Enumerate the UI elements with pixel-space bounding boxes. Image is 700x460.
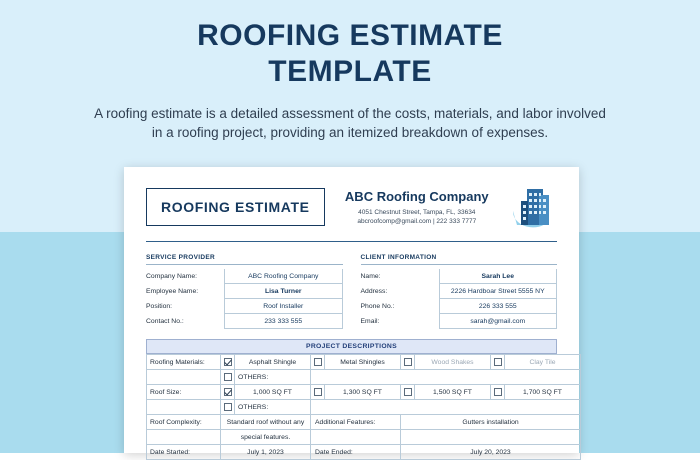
- checkbox-metal-shingles[interactable]: [314, 358, 322, 366]
- date-ended-value[interactable]: July 20, 2023: [401, 445, 581, 460]
- building-icon: [509, 185, 557, 229]
- option-label: 1,000 SQ FT: [235, 385, 311, 400]
- company-block: [325, 189, 509, 226]
- checkbox-1500-sqft[interactable]: [404, 388, 412, 396]
- service-provider-heading: SERVICE PROVIDER: [146, 254, 343, 265]
- checkbox-cell[interactable]: [221, 355, 235, 370]
- page-description-line1: A roofing estimate is a detailed assessment of the costs, materials, and labor involved: [94, 106, 606, 121]
- table-row: [147, 445, 581, 460]
- field-position: [146, 299, 343, 314]
- checkbox-materials-others[interactable]: [224, 373, 232, 381]
- field-value[interactable]: ABC Roofing Company: [224, 269, 343, 284]
- date-started-value[interactable]: July 1, 2023: [221, 445, 311, 460]
- checkbox-roofsize-others[interactable]: [224, 403, 232, 411]
- checkbox-cell[interactable]: [401, 385, 415, 400]
- row-label: Additional Features:: [311, 415, 401, 430]
- checkbox-cell[interactable]: [311, 385, 325, 400]
- page-title: [0, 18, 700, 90]
- checkbox-cell[interactable]: [311, 355, 325, 370]
- checkbox-1000-sqft[interactable]: [224, 388, 232, 396]
- checkbox-asphalt-shingle[interactable]: [224, 358, 232, 366]
- table-row: [147, 370, 581, 385]
- empty-cell: [311, 430, 401, 445]
- field-contact-no: [146, 314, 343, 329]
- field-client-address: [361, 284, 558, 299]
- table-row: [147, 430, 581, 445]
- field-label: Email:: [360, 318, 380, 325]
- option-label: Clay Tile: [505, 355, 581, 370]
- table-row: [147, 385, 581, 400]
- row-label: Roofing Materials:: [147, 355, 221, 370]
- table-row: [147, 355, 581, 370]
- additional-features-extra[interactable]: [401, 430, 581, 445]
- checkbox-1300-sqft[interactable]: [314, 388, 322, 396]
- service-provider-section: [146, 254, 343, 329]
- field-value[interactable]: 2226 Hardboar Street 5555 NY: [439, 284, 558, 299]
- checkbox-cell[interactable]: [491, 385, 505, 400]
- page-description-line2: in a roofing project, providing an itemized breakdown of expenses.: [151, 125, 549, 140]
- checkbox-cell[interactable]: [401, 355, 415, 370]
- hero-section: [0, 18, 700, 142]
- checkbox-cell[interactable]: [491, 355, 505, 370]
- checkbox-clay-tile[interactable]: [494, 358, 502, 366]
- others-label: OTHERS:: [235, 400, 311, 415]
- client-information-section: [361, 254, 558, 329]
- field-value[interactable]: Roof Installer: [224, 299, 343, 314]
- empty-cell: [311, 370, 581, 385]
- roof-complexity-value-line2[interactable]: special features.: [221, 430, 311, 445]
- table-row: [147, 400, 581, 415]
- checkbox-cell[interactable]: [221, 400, 235, 415]
- estimate-document: [124, 167, 579, 456]
- field-value[interactable]: 226 333 555: [439, 299, 558, 314]
- option-label: 1,300 SQ FT: [325, 385, 401, 400]
- empty-cell: [311, 400, 581, 415]
- field-client-email: [361, 314, 558, 329]
- field-value[interactable]: Sarah Lee: [439, 269, 558, 284]
- checkbox-cell[interactable]: [221, 370, 235, 385]
- page-description: [65, 104, 635, 142]
- others-label: OTHERS:: [235, 370, 311, 385]
- table-row: [147, 415, 581, 430]
- row-label: Roof Size:: [147, 385, 221, 400]
- project-descriptions-table: [146, 354, 581, 460]
- field-label: Contact No.:: [146, 318, 184, 325]
- field-client-name: [361, 269, 558, 284]
- field-label: Address:: [360, 288, 388, 295]
- field-employee-name: [146, 284, 343, 299]
- option-label: 1,500 SQ FT: [415, 385, 491, 400]
- additional-features-value[interactable]: Gutters installation: [401, 415, 581, 430]
- company-name: ABC Roofing Company: [344, 188, 489, 204]
- page-title-line2: TEMPLATE: [268, 55, 432, 88]
- field-company-name: [146, 269, 343, 284]
- document-title-box: ROOFING ESTIMATE: [146, 188, 325, 226]
- field-client-phone: [361, 299, 558, 314]
- checkbox-1700-sqft[interactable]: [494, 388, 502, 396]
- field-label: Company Name:: [146, 273, 197, 280]
- option-label: 1,700 SQ FT: [505, 385, 581, 400]
- client-information-heading: CLIENT INFORMATION: [361, 254, 558, 265]
- option-label: Asphalt Shingle: [235, 355, 311, 370]
- field-label: Name:: [360, 273, 381, 280]
- field-label: Position:: [146, 303, 173, 310]
- row-label-spacer: [147, 430, 221, 445]
- option-label: Metal Shingles: [325, 355, 401, 370]
- checkbox-wood-shakes[interactable]: [404, 358, 412, 366]
- row-label: Date Started:: [147, 445, 221, 460]
- checkbox-cell[interactable]: [221, 385, 235, 400]
- field-label: Employee Name:: [146, 288, 199, 295]
- row-label-spacer: [147, 370, 221, 385]
- option-label: Wood Shakes: [415, 355, 491, 370]
- row-label-spacer: [147, 400, 221, 415]
- field-value[interactable]: sarah@gmail.com: [439, 314, 558, 329]
- field-label: Phone No.:: [360, 303, 395, 310]
- info-columns: [146, 254, 557, 329]
- company-contact: abcroofcomp@gmail.com | 222 333 7777: [357, 217, 477, 225]
- document-header: [146, 185, 557, 242]
- roof-complexity-value-line1[interactable]: Standard roof without any: [221, 415, 311, 430]
- page-title-line1: ROOFING ESTIMATE: [197, 19, 503, 52]
- row-label: Roof Complexity:: [147, 415, 221, 430]
- row-label: Date Ended:: [311, 445, 401, 460]
- company-address: 4051 Chestnut Street, Tampa, FL, 33634: [358, 208, 476, 216]
- field-value[interactable]: 233 333 555: [224, 314, 343, 329]
- project-descriptions-heading: PROJECT DESCRIPTIONS: [146, 339, 557, 354]
- field-value[interactable]: Lisa Turner: [224, 284, 343, 299]
